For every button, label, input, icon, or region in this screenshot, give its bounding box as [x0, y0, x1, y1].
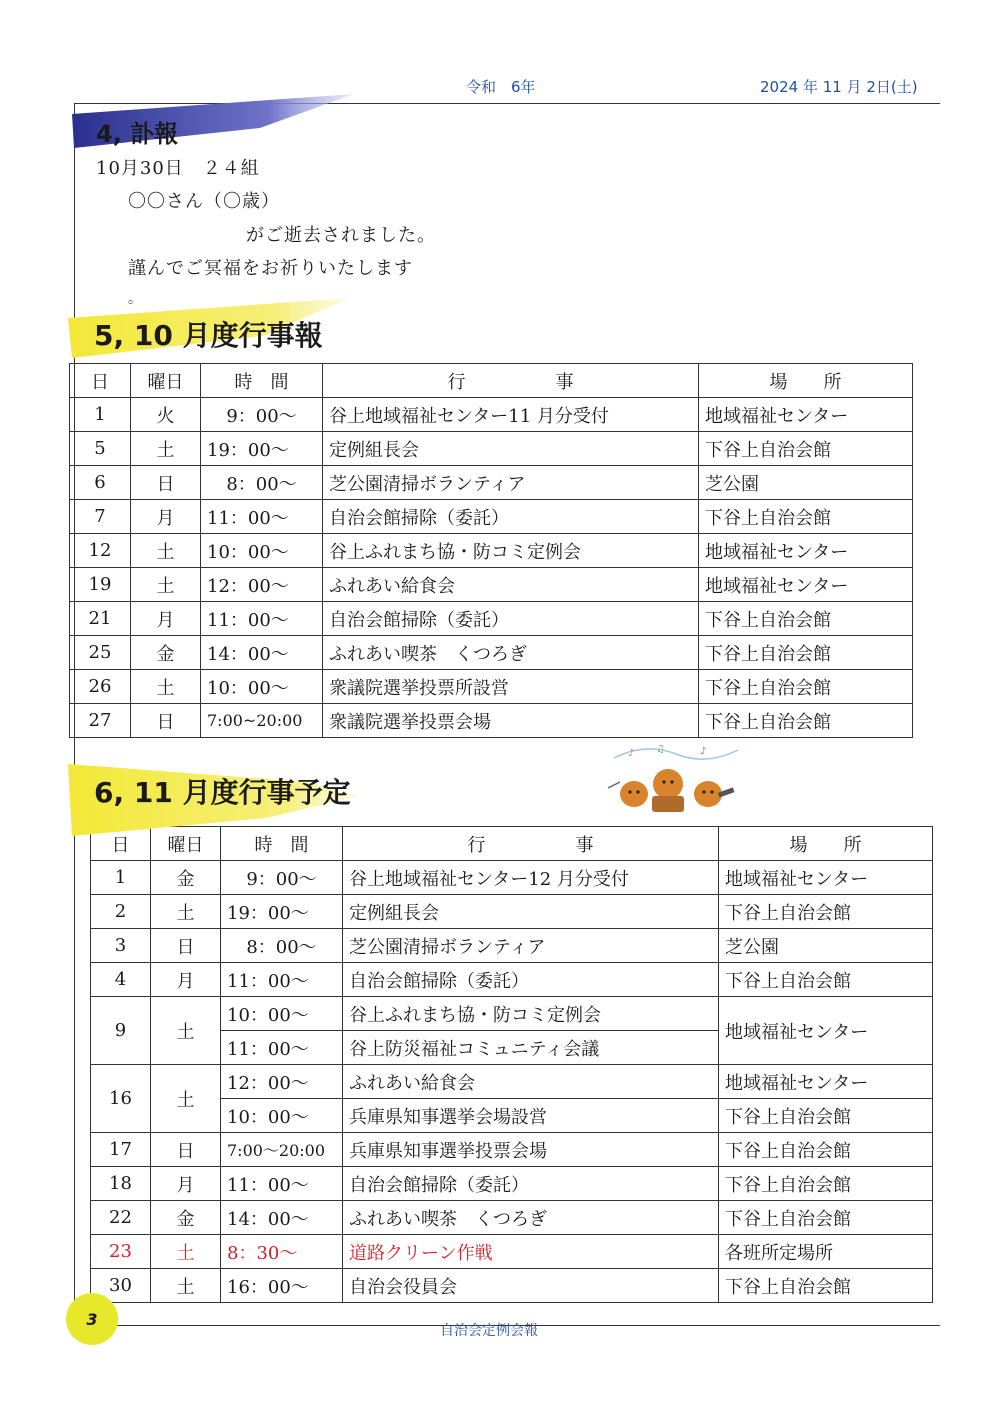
row-place: 下谷上自治会館: [699, 670, 913, 704]
row-event: ふれあい喫茶 くつろぎ: [323, 636, 699, 670]
row-event: 谷上ふれまち協・防コミ定例会: [343, 997, 719, 1031]
row-place: 芝公園: [699, 466, 913, 500]
row-day: 7: [70, 500, 131, 534]
row-day: 1: [91, 861, 151, 895]
table-row: [70, 466, 913, 500]
row-event: 芝公園清掃ボランティア: [343, 929, 719, 963]
row-event: ふれあい給食会: [323, 568, 699, 602]
row-event: 定例組長会: [323, 432, 699, 466]
table-row: [91, 997, 933, 1031]
row-day: 6: [70, 466, 131, 500]
october-schedule-table: [69, 363, 913, 738]
table-row: [70, 602, 913, 636]
row-weekday: 土: [151, 1235, 221, 1269]
table-row: [91, 1133, 933, 1167]
row-day: 4: [91, 963, 151, 997]
row-time: 8：00〜: [201, 466, 323, 500]
row-place: 下谷上自治会館: [699, 602, 913, 636]
row-event: 谷上地域福祉センター12 月分受付: [343, 861, 719, 895]
row-event: 衆議院選挙投票所設営: [323, 670, 699, 704]
row-day: 19: [70, 568, 131, 602]
row-time: 8：00〜: [221, 929, 343, 963]
row-event: 谷上ふれまち協・防コミ定例会: [323, 534, 699, 568]
svg-text:♪: ♪: [628, 748, 635, 759]
row-weekday: 日: [151, 1133, 221, 1167]
table-row: [91, 1167, 933, 1201]
row-place: 下谷上自治会館: [699, 704, 913, 738]
row-event: 自治会館掃除（委託）: [343, 963, 719, 997]
row-event: 谷上地域福祉センター11 月分受付: [323, 398, 699, 432]
row-day: 17: [91, 1133, 151, 1167]
footer-title: 自治会定例会報: [440, 1323, 538, 1339]
table-row: [91, 895, 933, 929]
november-heading: 6, 11 月度行事予定: [94, 776, 351, 809]
row-place: 下谷上自治会館: [719, 1133, 933, 1167]
obituary-line-name: 〇〇さん（〇歳）: [128, 191, 280, 212]
row-time: 11：00〜: [201, 500, 323, 534]
table-row: [91, 963, 933, 997]
row-day: 27: [70, 704, 131, 738]
row-weekday: 金: [151, 861, 221, 895]
row-event: 自治会館掃除（委託）: [323, 602, 699, 636]
row-time: 12：00〜: [201, 568, 323, 602]
table-row: [91, 861, 933, 895]
row-time: 16：00〜: [221, 1269, 343, 1303]
row-place: 下谷上自治会館: [719, 1269, 933, 1303]
row-time: 7:00〜20:00: [221, 1133, 343, 1167]
row-time: 10：00〜: [201, 670, 323, 704]
row-place: 地域福祉センター: [699, 398, 913, 432]
col-weekday: 曜日: [131, 364, 201, 398]
row-weekday: 土: [151, 1269, 221, 1303]
row-place: 地域福祉センター: [719, 997, 933, 1065]
obituary-line-passed: がご逝去されました。: [246, 225, 436, 246]
row-weekday: 月: [131, 500, 201, 534]
row-weekday: 日: [151, 929, 221, 963]
row-time: 19：00〜: [201, 432, 323, 466]
row-time: 11：00〜: [201, 602, 323, 636]
row-time: 10：00〜: [221, 1099, 343, 1133]
row-time: 10：00〜: [221, 997, 343, 1031]
row-time: 9：00〜: [221, 861, 343, 895]
table-row-highlighted: [91, 1235, 933, 1269]
row-time: 10：00〜: [201, 534, 323, 568]
row-event: 兵庫県知事選挙投票会場: [343, 1133, 719, 1167]
row-weekday: 月: [131, 602, 201, 636]
row-day: 21: [70, 602, 131, 636]
row-place: 地域福祉センター: [719, 861, 933, 895]
row-weekday: 土: [151, 997, 221, 1065]
table-row: [70, 568, 913, 602]
col-time: 時 間: [221, 827, 343, 861]
table-row: [91, 929, 933, 963]
row-time: 7:00~20:00: [201, 704, 323, 738]
row-weekday: 月: [151, 1167, 221, 1201]
row-day: 9: [91, 997, 151, 1065]
table-row: [70, 670, 913, 704]
row-place: 下谷上自治会館: [699, 500, 913, 534]
row-day: 25: [70, 636, 131, 670]
obituary-line-condolence: 謹んでご冥福をお祈りいたします: [128, 258, 413, 279]
row-place: 下谷上自治会館: [699, 636, 913, 670]
row-place: 下谷上自治会館: [719, 963, 933, 997]
row-weekday: 土: [131, 432, 201, 466]
col-day: 日: [91, 827, 151, 861]
table-row: [70, 500, 913, 534]
col-place: 場 所: [699, 364, 913, 398]
table-header-row: [70, 364, 913, 398]
row-event: 自治会役員会: [343, 1269, 719, 1303]
row-day: 22: [91, 1201, 151, 1235]
svg-text:♪: ♪: [700, 746, 707, 757]
table-row: [70, 704, 913, 738]
col-time: 時 間: [201, 364, 323, 398]
table-row: [91, 1269, 933, 1303]
row-place: 下谷上自治会館: [719, 1099, 933, 1133]
row-event: 自治会館掃除（委託）: [323, 500, 699, 534]
col-place: 場 所: [719, 827, 933, 861]
row-place: 下谷上自治会館: [719, 1167, 933, 1201]
table-row: [91, 1201, 933, 1235]
row-event: 自治会館掃除（委託）: [343, 1167, 719, 1201]
row-weekday: 土: [131, 568, 201, 602]
row-weekday: 日: [131, 466, 201, 500]
row-weekday: 月: [151, 963, 221, 997]
row-weekday: 土: [151, 1065, 221, 1133]
row-place: 下谷上自治会館: [719, 895, 933, 929]
row-event: 谷上防災福祉コミュニティ会議: [343, 1031, 719, 1065]
row-event: ふれあい給食会: [343, 1065, 719, 1099]
header-era: 令和 6年: [466, 78, 536, 96]
obituary-line-date: 10月30日 ２４組: [96, 158, 260, 179]
row-event: 道路クリーン作戦: [343, 1235, 719, 1269]
row-day: 5: [70, 432, 131, 466]
row-weekday: 金: [131, 636, 201, 670]
table-row: [70, 534, 913, 568]
row-place: 下谷上自治会館: [699, 432, 913, 466]
row-day: 16: [91, 1065, 151, 1133]
row-place: 下谷上自治会館: [719, 1201, 933, 1235]
table-row: [70, 398, 913, 432]
obituary-heading: 4, 訃報: [96, 120, 179, 148]
row-weekday: 土: [151, 895, 221, 929]
row-event: ふれあい喫茶 くつろぎ: [343, 1201, 719, 1235]
row-place: 各班所定場所: [719, 1235, 933, 1269]
row-time: 14：00〜: [201, 636, 323, 670]
row-weekday: 火: [131, 398, 201, 432]
page-number-badge: 3: [66, 1293, 118, 1345]
november-schedule-table: [90, 826, 933, 1303]
row-time: 8：30〜: [221, 1235, 343, 1269]
col-weekday: 曜日: [151, 827, 221, 861]
row-time: 14：00〜: [221, 1201, 343, 1235]
row-time: 11：00〜: [221, 1031, 343, 1065]
row-day: 2: [91, 895, 151, 929]
row-day: 18: [91, 1167, 151, 1201]
row-day: 30: [91, 1269, 151, 1303]
row-weekday: 日: [131, 704, 201, 738]
row-place: 地域福祉センター: [699, 534, 913, 568]
svg-text:♫: ♫: [656, 744, 665, 755]
row-weekday: 土: [131, 534, 201, 568]
onion-characters-illustration: [606, 742, 742, 820]
col-day: 日: [70, 364, 131, 398]
row-weekday: 金: [151, 1201, 221, 1235]
row-day: 1: [70, 398, 131, 432]
row-place: 地域福祉センター: [719, 1065, 933, 1099]
row-time: 19：00〜: [221, 895, 343, 929]
col-event: 行 事: [323, 364, 699, 398]
row-time: 11：00〜: [221, 1167, 343, 1201]
row-weekday: 土: [131, 670, 201, 704]
obituary-line-period: 。: [128, 291, 143, 307]
row-day: 26: [70, 670, 131, 704]
row-time: 12：00〜: [221, 1065, 343, 1099]
row-day: 3: [91, 929, 151, 963]
col-event: 行 事: [343, 827, 719, 861]
table-row: [70, 636, 913, 670]
row-event: 定例組長会: [343, 895, 719, 929]
row-day: 23: [91, 1235, 151, 1269]
row-time: 9：00〜: [201, 398, 323, 432]
row-day: 12: [70, 534, 131, 568]
table-row: [91, 1065, 933, 1099]
header-date: 2024 年 11 月 2日(土): [760, 78, 918, 96]
table-row: [70, 432, 913, 466]
row-event: 衆議院選挙投票会場: [323, 704, 699, 738]
row-event: 芝公園清掃ボランティア: [323, 466, 699, 500]
row-place: 地域福祉センター: [699, 568, 913, 602]
row-event: 兵庫県知事選挙会場設営: [343, 1099, 719, 1133]
october-heading: 5, 10 月度行事報: [94, 319, 323, 352]
row-time: 11：00〜: [221, 963, 343, 997]
row-place: 芝公園: [719, 929, 933, 963]
